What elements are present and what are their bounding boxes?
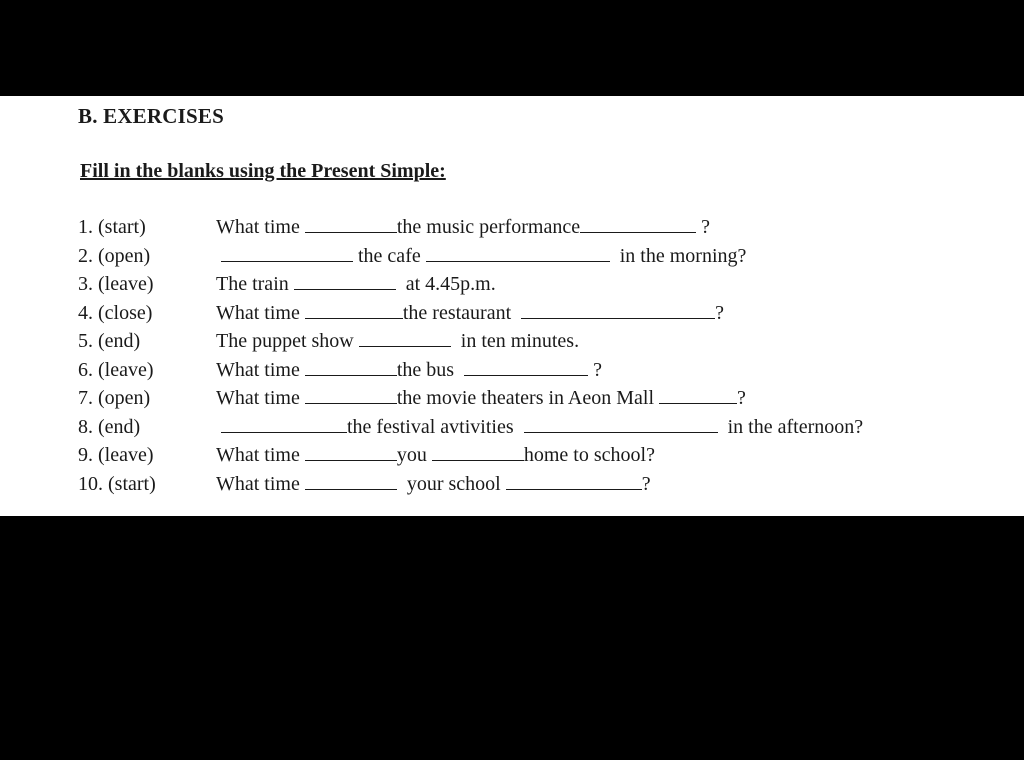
exercise-item — [78, 416, 978, 445]
sentence-text: at 4.45p.m. — [395, 273, 496, 295]
sentence-text: home to school? — [523, 444, 655, 466]
sentence-text: the festival avtivities — [347, 415, 524, 438]
sentence-text: the cafe — [353, 244, 426, 267]
exercise-item — [78, 273, 978, 302]
answer-blank[interactable] — [521, 302, 715, 319]
sentence-text: ? — [715, 301, 725, 324]
answer-blank[interactable] — [305, 302, 403, 319]
answer-blank[interactable] — [359, 330, 451, 347]
exercise-number: 7. (open) — [78, 387, 151, 409]
exercise-item — [78, 216, 978, 245]
exercise-number: 10. (start) — [78, 472, 156, 495]
sentence-text: The puppet show — [216, 330, 359, 352]
answer-blank[interactable] — [426, 245, 610, 262]
exercise-sentence — [216, 245, 746, 268]
exercise-sentence — [216, 416, 863, 439]
answer-blank[interactable] — [580, 216, 696, 233]
sentence-text: in ten minutes. — [450, 330, 580, 352]
exercise-sentence — [216, 273, 496, 296]
exercise-number: 3. (leave) — [78, 273, 154, 295]
exercise-number: 2. (open) — [78, 244, 151, 267]
exercise-item — [78, 245, 978, 274]
answer-blank[interactable] — [294, 273, 396, 290]
sentence-text: What time — [216, 301, 305, 324]
sentence-text: the restaurant — [402, 301, 522, 324]
exercise-number: 5. (end) — [78, 330, 141, 352]
sentence-text: ? — [696, 216, 711, 238]
exercise-list — [78, 216, 978, 501]
answer-blank[interactable] — [506, 473, 642, 490]
exercise-sentence — [216, 330, 579, 353]
sentence-text: ? — [737, 387, 746, 409]
exercise-item — [78, 444, 978, 473]
answer-blank[interactable] — [305, 387, 397, 404]
exercise-number: 6. (leave) — [78, 358, 154, 381]
exercise-sentence — [216, 359, 602, 382]
section-title: B. EXERCISES — [78, 104, 224, 128]
sentence-text: in the morning? — [609, 244, 747, 267]
worksheet-page — [0, 96, 1024, 516]
exercise-item — [78, 387, 978, 416]
sentence-text: What time — [216, 358, 305, 381]
sentence-text: ? — [588, 358, 602, 381]
sentence-text: What time — [216, 444, 305, 466]
answer-blank[interactable] — [305, 216, 397, 233]
exercise-number: 9. (leave) — [78, 444, 154, 466]
answer-blank[interactable] — [432, 444, 524, 461]
sentence-text: What time — [216, 387, 305, 409]
answer-blank[interactable] — [524, 416, 718, 433]
answer-blank[interactable] — [659, 387, 737, 404]
sentence-text: ? — [641, 472, 651, 495]
exercise-number: 4. (close) — [78, 301, 153, 324]
sentence-text: What time — [216, 472, 305, 495]
answer-blank[interactable] — [221, 245, 353, 262]
answer-blank[interactable] — [305, 473, 397, 490]
exercise-item — [78, 473, 978, 502]
answer-blank[interactable] — [464, 359, 588, 376]
exercise-sentence — [216, 216, 710, 239]
exercise-sentence — [216, 302, 724, 325]
exercise-sentence — [216, 444, 655, 467]
sentence-text: the movie theaters in Aeon Mall — [396, 387, 660, 409]
sentence-text: in the afternoon? — [717, 415, 864, 438]
exercise-sentence — [216, 473, 651, 496]
sentence-text: What time — [216, 216, 305, 238]
exercise-item — [78, 359, 978, 388]
exercise-item — [78, 330, 978, 359]
answer-blank[interactable] — [305, 444, 397, 461]
exercise-sentence — [216, 387, 746, 410]
sentence-text: you — [396, 444, 432, 466]
sentence-text: The train — [216, 273, 294, 295]
answer-blank[interactable] — [221, 416, 347, 433]
sentence-text: your school — [396, 472, 506, 495]
sentence-text: the music performance — [396, 216, 581, 238]
instructions-heading: Fill in the blanks using the Present Simple: — [80, 160, 446, 182]
exercise-number: 1. (start) — [78, 216, 146, 238]
sentence-text: the bus — [396, 358, 465, 381]
answer-blank[interactable] — [305, 359, 397, 376]
exercise-number: 8. (end) — [78, 415, 141, 438]
exercise-item — [78, 302, 978, 331]
